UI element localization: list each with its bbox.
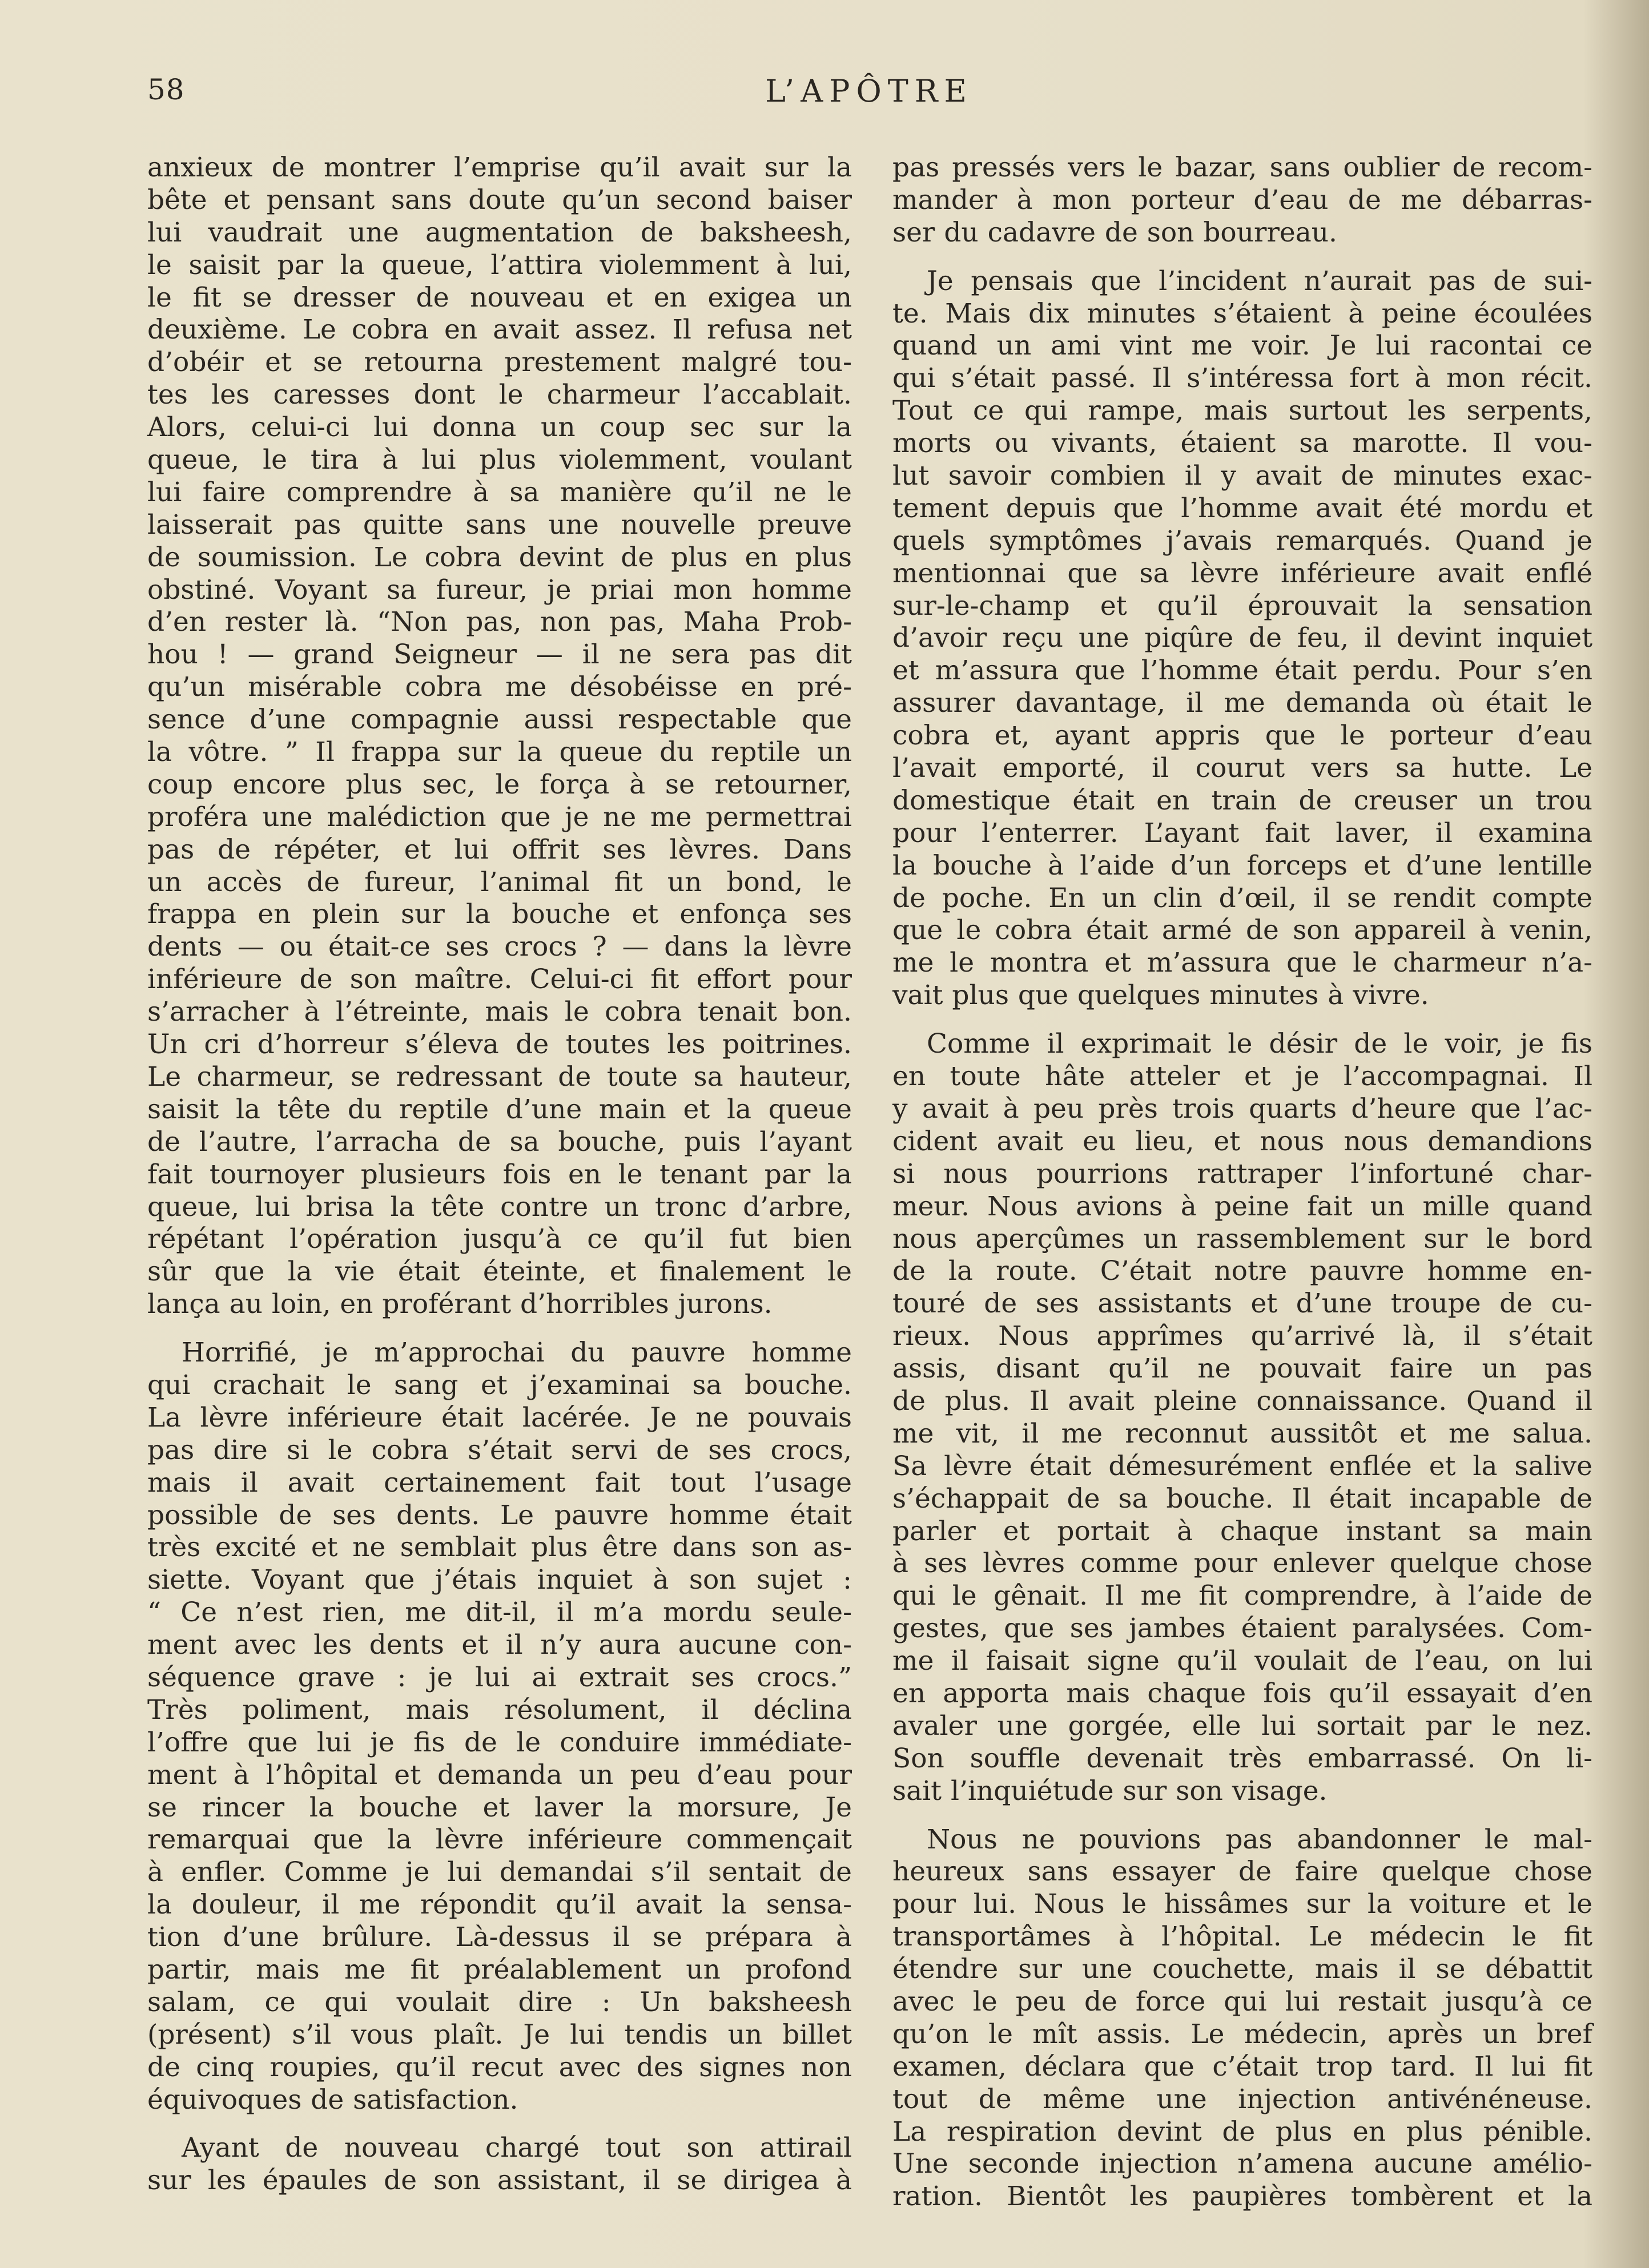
text-line: lui vaudrait une augmentation de baksheesh, (147, 216, 852, 248)
text-line: cident avait eu lieu, et nous nous demandions (892, 1125, 1592, 1157)
text-line: tout de même une injection antivénéneuse. (892, 2083, 1592, 2115)
text-line: le fit se dresser de nouveau et en exigea un (147, 281, 852, 313)
text-line: inférieure de son maître. Celui-ci fit effort pour (147, 964, 852, 996)
paragraph-gap (892, 249, 1592, 265)
text-line: Horrifié, je m’approchai du pauvre homme (182, 1337, 852, 1369)
text-line: en apporta mais chaque fois qu’il essayait d’en (892, 1677, 1592, 1709)
text-line: anxieux de montrer l’emprise qu’il avait sur la (147, 152, 852, 183)
text-line: assis, disant qu’il ne pouvait faire un pas (892, 1353, 1592, 1385)
text-line: pas dire si le cobra s’était servi de ses crocs, (147, 1434, 852, 1466)
text-line: Une seconde injection n’amena aucune amélio- (892, 2148, 1592, 2180)
text-line: étendre sur une couchette, mais il se débattit (892, 1953, 1592, 1985)
text-line: la vôtre. ” Il frappa sur la queue du reptile un (147, 736, 852, 768)
text-line: quand un ami vint me voir. Je lui racontai ce (892, 330, 1592, 362)
text-line: me le montra et m’assura que le charmeur n’a- (892, 947, 1592, 979)
paragraph-gap (147, 2116, 852, 2132)
text-line: avec le peu de force qui lui restait jusqu’à ce (892, 1985, 1592, 2017)
text-line: qu’un misérable cobra me désobéisse en pré- (147, 671, 852, 703)
left-column (147, 152, 852, 2197)
text-line: et m’assura que l’homme était perdu. Pour s’en (892, 655, 1592, 687)
text-line: le saisit par la queue, l’attira violemment à lui, (147, 249, 852, 281)
text-line: qu’on le mît assis. Le médecin, après un bref (892, 2018, 1592, 2050)
text-line: examen, déclara que c’était trop tard. Il lui fit (892, 2051, 1592, 2082)
right-column (892, 152, 1592, 2213)
text-line: heureux sans essayer de faire quelque chose (892, 1856, 1592, 1888)
text-line: l’offre que lui je fis de le conduire immédiate- (147, 1726, 852, 1758)
text-line: d’obéir et se retourna prestement malgré tou- (147, 347, 852, 378)
text-line: parler et portait à chaque instant sa main (892, 1515, 1592, 1547)
text-line: Très poliment, mais résolument, il déclina (147, 1694, 852, 1726)
text-line: nous aperçûmes un rassemblement sur le bord (892, 1223, 1592, 1255)
text-line: très excité et ne semblait plus être dans son as- (147, 1532, 852, 1564)
text-line: laisserait pas quitte sans une nouvelle preuve (147, 509, 852, 541)
text-line: répétant l’opération jusqu’à ce qu’il fut bien (147, 1223, 852, 1255)
paragraph (147, 152, 852, 1321)
text-line: tion d’une brûlure. Là-dessus il se prépara à (147, 1921, 852, 1953)
text-line: obstiné. Voyant sa fureur, je priai mon homme (147, 574, 852, 606)
text-line: assurer davantage, il me demanda où était le (892, 687, 1592, 719)
text-line: sur-le-champ et qu’il éprouvait la sensation (892, 590, 1592, 622)
text-line: lut savoir combien il y avait de minutes exac- (892, 460, 1592, 492)
text-line: de plus. Il avait pleine connaissance. Quand il (892, 1385, 1592, 1417)
text-line: qui crachait le sang et j’examinai sa bouche. (147, 1369, 852, 1401)
page-number: 58 (147, 73, 185, 106)
paragraph-gap (892, 1012, 1592, 1028)
text-line: frappa en plein sur la bouche et enfonça ses (147, 899, 852, 930)
text-line: séquence grave : je lui ai extrait ses crocs.” (147, 1661, 852, 1693)
text-line: tes les caresses dont le charmeur l’accablait. (147, 379, 852, 411)
text-line: (présent) s’il vous plaît. Je lui tendis un billet (147, 2019, 852, 2051)
text-line: l’avait emporté, il courut vers sa hutte. Le (892, 752, 1592, 784)
text-line: domestique était en train de creuser un trou (892, 784, 1592, 816)
text-line: vait plus que quelques minutes à vivre. (892, 980, 1429, 1012)
text-line: remarquai que la lèvre inférieure commençait (147, 1824, 852, 1856)
text-line: à enfler. Comme je lui demandai s’il sentait de (147, 1856, 852, 1888)
text-line: cobra et, ayant appris que le porteur d’eau (892, 720, 1592, 752)
paragraph (892, 1824, 1592, 2214)
text-line: te. Mais dix minutes s’étaient à peine écoulées (892, 297, 1592, 329)
paragraph (892, 1028, 1592, 1807)
text-line: si nous pourrions rattraper l’infortuné char- (892, 1158, 1592, 1190)
running-title: L’APÔTRE (765, 73, 973, 109)
page-header (147, 67, 1609, 119)
text-line: la bouche à l’aide d’un forceps et d’une lentille (892, 849, 1592, 881)
text-line: lança au loin, en proférant d’horribles jurons. (147, 1288, 773, 1320)
text-line: ment à l’hôpital et demanda un peu d’eau pour (147, 1759, 852, 1791)
text-line: quels symptômes j’avais remarqués. Quand je (892, 525, 1592, 557)
text-line: de cinq roupies, qu’il recut avec des signes non (147, 2051, 852, 2083)
text-line: Un cri d’horreur s’éleva de toutes les poitrines. (147, 1029, 852, 1061)
text-line: saisit la tête du reptile d’une main et la queue (147, 1093, 852, 1125)
text-line: de la route. C’était notre pauvre homme en- (892, 1255, 1592, 1287)
text-line: qui le gênait. Il me fit comprendre, à l’aide de (892, 1580, 1592, 1612)
text-line: “ Ce n’est rien, me dit-il, il m’a mordu seule- (147, 1597, 852, 1629)
text-line: d’avoir reçu une piqûre de feu, il devint inquiet (892, 622, 1592, 654)
text-line: Tout ce qui rampe, mais surtout les serpents, (892, 395, 1592, 427)
text-line: me vit, il me reconnut aussitôt et me salua. (892, 1417, 1592, 1449)
text-line: transportâmes à l’hôpital. Le médecin le fit (892, 1921, 1592, 1953)
text-line: dents — ou était-ce ses crocs ? — dans la lèvre (147, 931, 852, 963)
text-line: coup encore plus sec, le força à se retourner, (147, 768, 852, 800)
text-line: gestes, que ses jambes étaient paralysées. Com- (892, 1613, 1592, 1645)
text-line: pour l’enterrer. L’ayant fait laver, il examina (892, 817, 1592, 849)
paragraph-gap (147, 1321, 852, 1337)
text-line: morts ou vivants, étaient sa marotte. Il vou- (892, 428, 1592, 460)
text-line: mentionnai que sa lèvre inférieure avait enflé (892, 557, 1592, 589)
text-line: équivoques de satisfaction. (147, 2084, 518, 2116)
text-line: meur. Nous avions à peine fait un mille quand (892, 1190, 1592, 1222)
text-line: proféra une malédiction que je ne me permettrai (147, 801, 852, 833)
text-line: de soumission. Le cobra devint de plus en plus (147, 541, 852, 573)
text-line: ration. Bientôt les paupières tombèrent et la (892, 2181, 1592, 2213)
text-line: sur les épaules de son assistant, il se dirigea à (147, 2165, 852, 2197)
text-line: La respiration devint de plus en plus pénible. (892, 2116, 1592, 2148)
text-line: sence d’une compagnie aussi respectable que (147, 704, 852, 736)
text-line: ser du cadavre de son bourreau. (892, 216, 1337, 248)
text-line: de poche. En un clin d’œil, il se rendit compte (892, 882, 1592, 914)
text-line: salam, ce qui voulait dire : Un baksheesh (147, 1986, 852, 2018)
text-line: mais il avait certainement fait tout l’usage (147, 1467, 852, 1498)
text-line: queue, le tira à lui plus violemment, voulant (147, 444, 852, 476)
text-line: me il faisait signe qu’il voulait de l’eau, on lui (892, 1645, 1592, 1677)
text-line: deuxième. Le cobra en avait assez. Il refusa net (147, 314, 852, 346)
paragraph (147, 2132, 852, 2197)
text-line: bête et pensant sans doute qu’un second baiser (147, 184, 852, 216)
text-line: rieux. Nous apprîmes qu’arrivé là, il s’était (892, 1320, 1592, 1352)
text-line: sait l’inquiétude sur son visage. (892, 1775, 1328, 1807)
text-line: pas pressés vers le bazar, sans oublier de recom- (892, 152, 1592, 183)
text-line: ment avec les dents et il n’y aura aucune con- (147, 1629, 852, 1661)
text-line: d’en rester là. “Non pas, non pas, Maha Prob- (147, 606, 852, 638)
paragraph (147, 1337, 852, 2116)
text-line: Le charmeur, se redressant de toute sa hauteur, (147, 1061, 852, 1093)
paragraph-gap (892, 1808, 1592, 1824)
text-line: queue, lui brisa la tête contre un tronc d’arbre, (147, 1191, 852, 1223)
text-line: fait tournoyer plusieurs fois en le tenant par la (147, 1158, 852, 1190)
text-line: pas de répéter, et lui offrit ses lèvres. Dans (147, 833, 852, 865)
text-line: Son souffle devenait très embarrassé. On li- (892, 1742, 1592, 1774)
text-line: La lèvre inférieure était lacérée. Je ne pouvais (147, 1401, 852, 1433)
text-line: tement depuis que l’homme avait été mordu et (892, 492, 1592, 524)
paragraph (892, 265, 1592, 1012)
text-line: siette. Voyant que j’étais inquiet à son sujet : (147, 1564, 852, 1596)
text-line: Nous ne pouvions pas abandonner le mal- (927, 1823, 1592, 1855)
text-line: qui s’était passé. Il s’intéressa fort à mon récit. (892, 362, 1592, 394)
text-line: partir, mais me fit préalablement un profond (147, 1953, 852, 1985)
text-line: possible de ses dents. Le pauvre homme était (147, 1499, 852, 1531)
text-line: mander à mon porteur d’eau de me débarras- (892, 184, 1592, 216)
text-line: Alors, celui-ci lui donna un coup sec sur la (147, 412, 852, 444)
text-line: s’arracher à l’étreinte, mais le cobra tenait bon. (147, 996, 852, 1028)
text-line: s’échappait de sa bouche. Il était incapable de (892, 1483, 1592, 1514)
text-line: un accès de fureur, l’animal fit un bond, le (147, 866, 852, 898)
text-line: Comme il exprimait le désir de le voir, je fis (927, 1028, 1592, 1060)
text-line: Ayant de nouveau chargé tout son attirail (182, 2132, 852, 2164)
text-line: à ses lèvres comme pour enlever quelque chose (892, 1548, 1592, 1580)
text-line: pour lui. Nous le hissâmes sur la voiture et le (892, 1888, 1592, 1920)
paragraph (892, 152, 1592, 249)
text-line: que le cobra était armé de son appareil à venin, (892, 915, 1592, 946)
text-line: de l’autre, l’arracha de sa bouche, puis l’ayant (147, 1126, 852, 1158)
text-line: sûr que la vie était éteinte, et finalement le (147, 1256, 852, 1288)
text-line: Je pensais que l’incident n’aurait pas de sui- (927, 265, 1592, 297)
text-line: hou ! — grand Seigneur — il ne sera pas dit (147, 639, 852, 671)
text-line: la douleur, il me répondit qu’il avait la sensa- (147, 1889, 852, 1921)
text-line: touré de ses assistants et d’une troupe de cu- (892, 1288, 1592, 1320)
text-line: y avait à peu près trois quarts d’heure que l’ac- (892, 1093, 1592, 1125)
text-line: lui faire comprendre à sa manière qu’il ne le (147, 476, 852, 508)
text-line: en toute hâte atteler et je l’accompagnai. Il (892, 1061, 1592, 1093)
text-line: avaler une gorgée, elle lui sortait par le nez. (892, 1710, 1592, 1742)
text-line: se rincer la bouche et laver la morsure, Je (147, 1791, 852, 1823)
text-line: Sa lèvre était démesurément enflée et la salive (892, 1450, 1592, 1482)
